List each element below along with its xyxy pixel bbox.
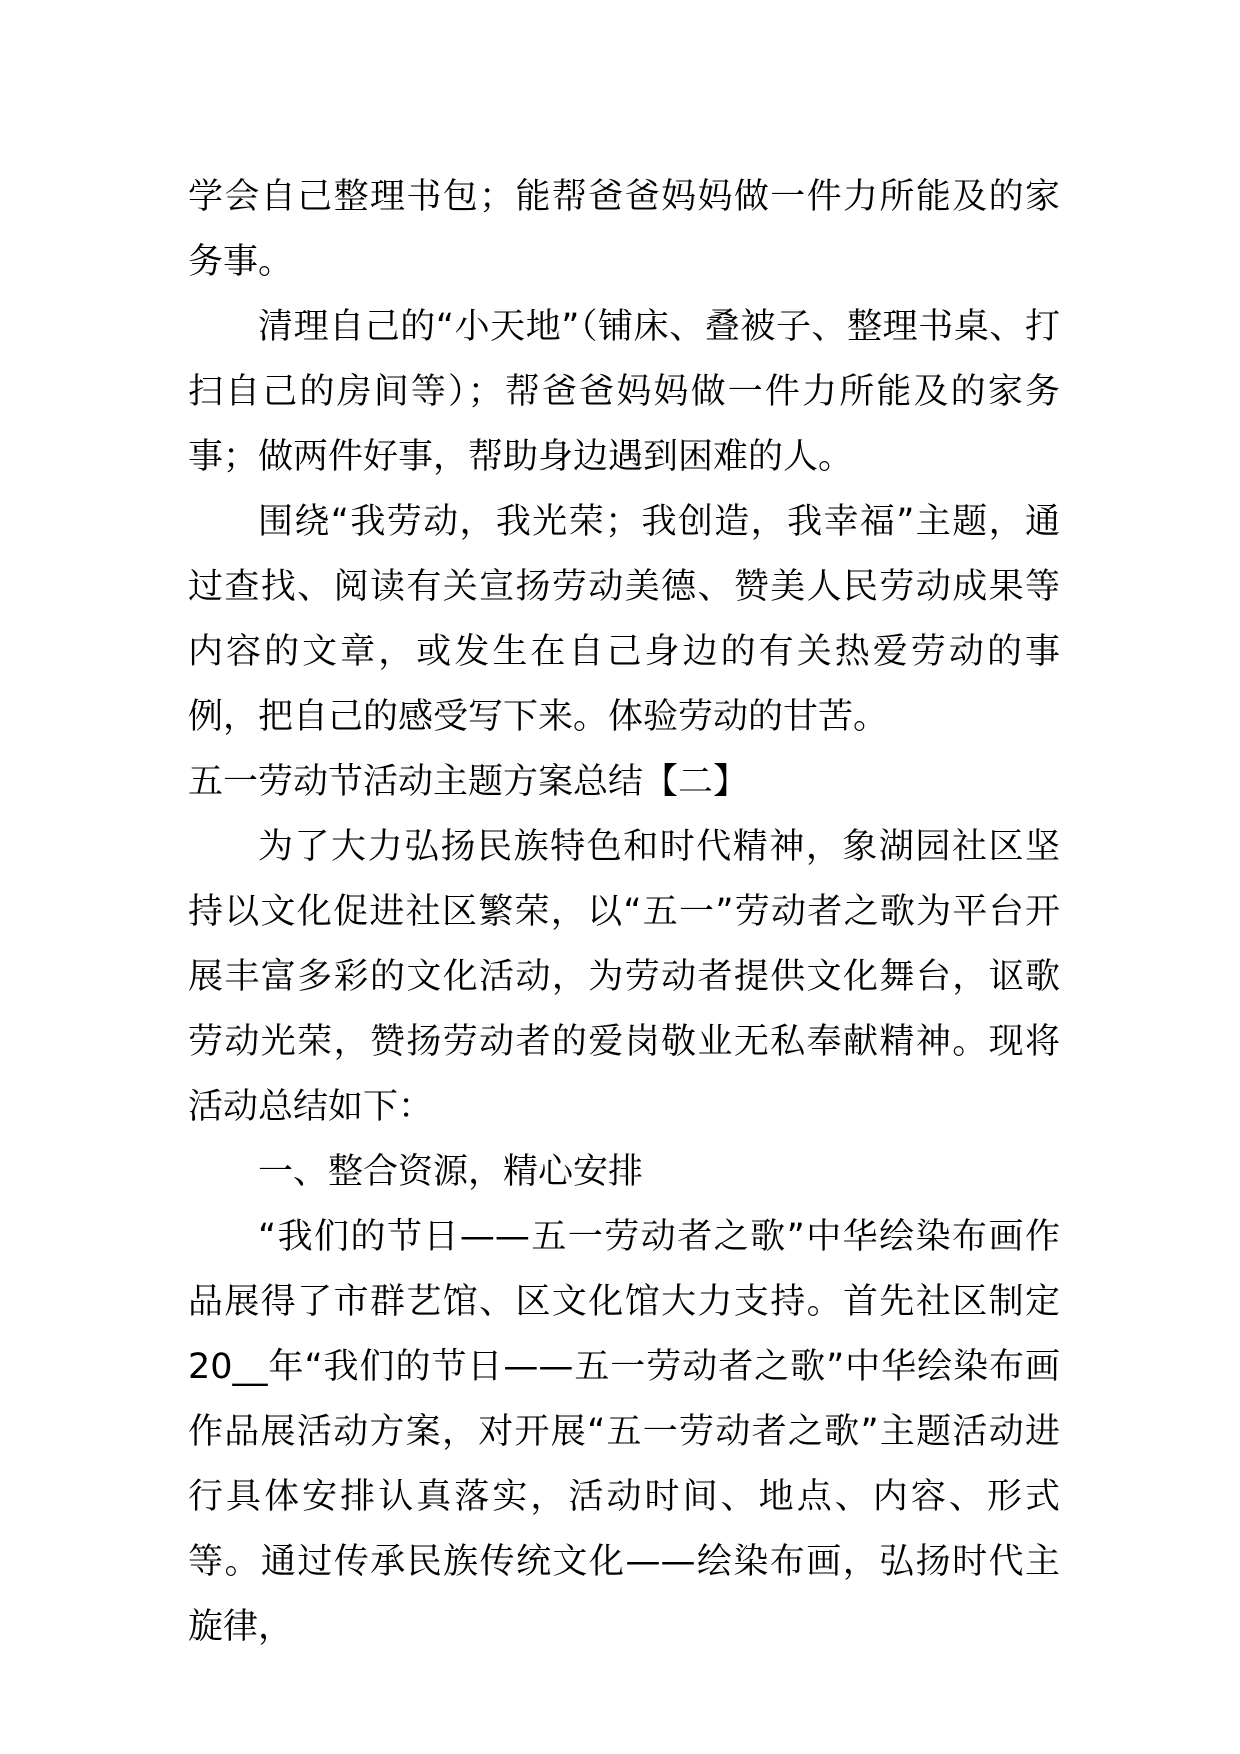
section-paragraph-1: 为了大力弘扬民族特色和时代精神，象湖园社区坚持以文化促进社区繁荣，以“五一”劳动者之歌为平台开展丰富多彩的文化活动，为劳动者提供文化舞台，讴歌劳动光荣，赞扬劳动者的爱岗敬业无私奉献精神。现将活动总结如下： [188, 827, 1060, 1127]
document-body [188, 165, 1060, 1660]
paragraph-1: 学会自己整理书包；能帮爸爸妈妈做一件力所能及的家务事。 [188, 177, 1060, 282]
section-subheading: 一、整合资源，精心安排 [258, 1152, 644, 1192]
section-heading: 五一劳动节活动主题方案总结【二】 [188, 762, 749, 802]
paragraph-3: 围绕“我劳动，我光荣；我创造，我幸福”主题，通过查找、阅读有关宣扬劳动美德、赞美人民劳动成果等内容的文章，或发生在自己身边的有关热爱劳动的事例，把自己的感受写下来。体验劳动的甘苦。 [188, 502, 1060, 737]
section-paragraph-2: “我们的节日——五一劳动者之歌”中华绘染布画作品展得了市群艺馆、区文化馆大力支持。首先社区制定20__年“我们的节日——五一劳动者之歌”中华绘染布画作品展活动方案，对开展“五一劳动者之歌”主题活动进行具体安排认真落实，活动时间、地点、内容、形式等。通过传承民族传统文化——绘染布画，弘扬时代主旋律， [188, 1217, 1060, 1647]
paragraph-2: 清理自己的“小天地”（铺床、叠被子、整理书桌、打扫自己的房间等）；帮爸爸妈妈做一件力所能及的家务事；做两件好事，帮助身边遇到困难的人。 [188, 307, 1060, 477]
